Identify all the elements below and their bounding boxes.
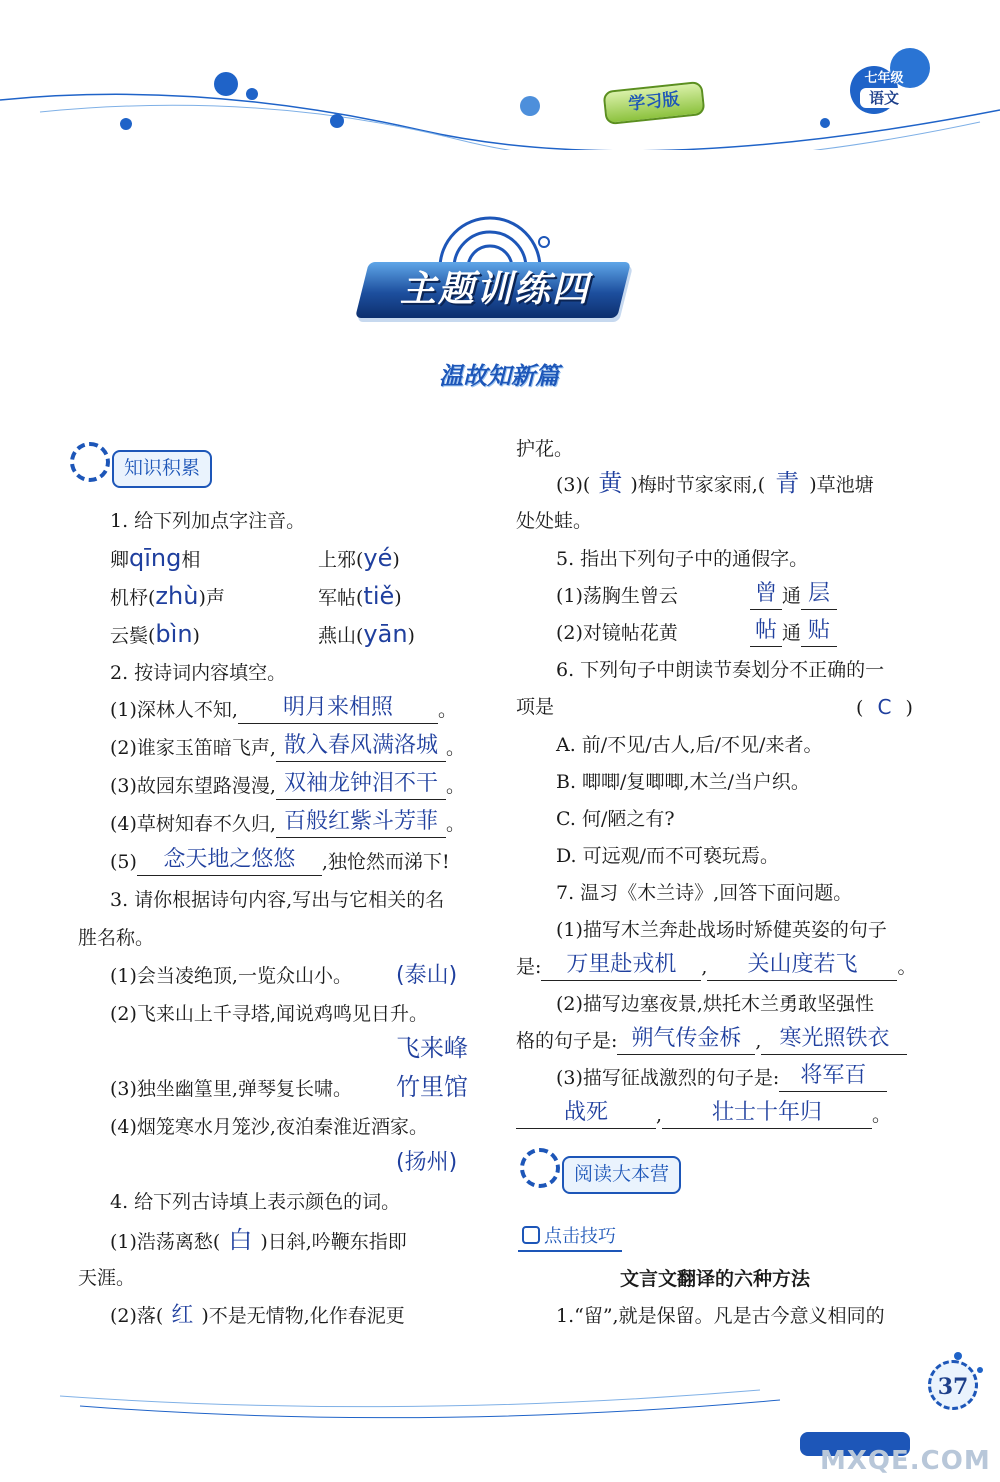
q4-item-3-line2: 处处蛙。 [516,510,593,532]
tips-text: 1.“留”,就是保留。凡是古今意义相同的 [556,1305,885,1327]
q1-item-3: 机杼(zhù)声 [110,582,225,610]
q6-option-c: C. 何/陋之有? [556,808,675,830]
tips-title: 文言文翻译的六种方法 [620,1268,811,1290]
question-3-line2: 胜名称。 [78,927,155,949]
q1-item-2: 上邪(yé) [318,544,400,572]
q3-item-1: (1)会当凌绝顶,一览众山小。 (泰山) [110,963,458,988]
q6-option-d: D. 可远观/而不可亵玩焉。 [556,845,780,867]
deco-dot [214,72,238,96]
page-number: 37 [937,1374,969,1400]
q4-item-2-cont: 护花。 [516,438,574,460]
q3-item-3-answer: 竹里馆 [396,1073,468,1101]
q2-item-5: (5) 念天地之悠悠 ,独怆然而涕下! [110,849,450,876]
q4-item-1-line2: 天涯。 [78,1267,136,1289]
q7-item-2-line2: 格的句子是: 朔气传金柝 , 寒光照铁衣 [516,1028,907,1055]
grade-badge-subject: 语文 [860,88,908,108]
question-6-line2: 项是 ( C ) [516,695,913,719]
knowledge-section-icon [70,442,110,482]
question-2: 2. 按诗词内容填空。 [110,662,287,684]
question-1: 1. 给下列加点字注音。 [110,510,306,532]
q7-item-3-line2: 战死 , 壮士十年归 。 [516,1102,891,1129]
deco-dot [120,118,132,130]
q5-item-2: (2)对镜帖花黄 帖 通 贴 [556,620,678,646]
section-subtitle: 温故知新篇 [439,362,559,390]
q1-item-5: 云鬓(bìn) [110,620,200,648]
q5-item-1: (1)荡胸生曾云 曾 通 层 [556,583,678,609]
tips-section-header [518,1222,622,1252]
q2-item-4: (4)草树知春不久归, 百般红紫斗芳菲 。 [110,811,465,838]
question-6-line1: 6. 下列句子中朗读节奏划分不正确的一 [556,659,885,681]
q2-item-1: (1)深林人不知, 明月来相照 。 [110,697,457,724]
q3-item-4: (4)烟笼寒水月笼沙,夜泊秦淮近酒家。 [110,1116,428,1138]
q3-item-2-answer: 飞来峰 [396,1034,468,1062]
q4-item-3: (3)( 黄 )梅时节家家雨,( 青 )草池塘 [556,469,874,497]
q4-item-1: (1)浩荡离愁( 白 )日斜,吟鞭东指即 [110,1226,407,1254]
reading-section-icon [520,1148,560,1188]
question-5: 5. 指出下列句子中的通假字。 [556,548,809,570]
deco-dot [520,96,540,116]
deco-dot [820,118,830,128]
q3-item-2: (2)飞来山上千寻塔,闻说鸡鸣见日升。 [110,1003,428,1025]
q7-item-3-line1: (3)描写征战激烈的句子是: 将军百 [556,1065,887,1092]
q2-item-2: (2)谁家玉笛暗飞声, 散入春风满洛城 。 [110,735,465,762]
grade-badge-grade: 七年级 [864,71,904,86]
q1-item-4: 军帖(tiě) [318,582,402,610]
deco-dot [246,88,258,100]
q3-item-4-answer: (扬州) [396,1150,458,1175]
knowledge-section-header: 知识积累 [112,450,212,488]
q4-item-2: (2)落( 红 )不是无情物,化作春泥更 [110,1303,405,1328]
q6-option-a: A. 前/不见/古人,后/不见/来者。 [556,734,823,756]
page-number-badge [928,1360,978,1410]
tips-section-label: 点击技巧 [544,1226,616,1247]
deco-dot [330,114,344,128]
q7-item-1-line2: 是: 万里赴戎机 , 关山度若飞 。 [516,954,916,981]
q3-item-3: (3)独坐幽篁里,弹琴复长啸。 [110,1078,352,1100]
q6-option-b: B. 唧唧/复唧唧,木兰/当户织。 [556,771,810,793]
reading-section-header: 阅读大本营 [562,1156,681,1194]
question-4: 4. 给下列古诗填上表示颜色的词。 [110,1191,401,1213]
q1-item-1: 卿qīng相 [110,544,201,572]
q1-item-6: 燕山(yān) [318,620,415,648]
page-title: 主题训练四 [399,269,590,310]
grade-badge [848,70,920,122]
q7-item-1-line1: (1)描写木兰奔赴战场时矫健英姿的句子 [556,919,887,941]
question-3-line1: 3. 请你根据诗句内容,写出与它相关的名 [110,889,445,911]
edition-badge-text: 学习版 [627,89,681,115]
tips-icon [522,1226,540,1244]
q2-item-3: (3)故园东望路漫漫, 双袖龙钟泪不干 。 [110,773,465,800]
watermark: MXQE.COM [820,1446,991,1476]
q7-item-2-line1: (2)描写边塞夜景,烘托木兰勇敢坚强性 [556,993,874,1015]
question-7: 7. 温习《木兰诗》,回答下面问题。 [556,882,853,904]
